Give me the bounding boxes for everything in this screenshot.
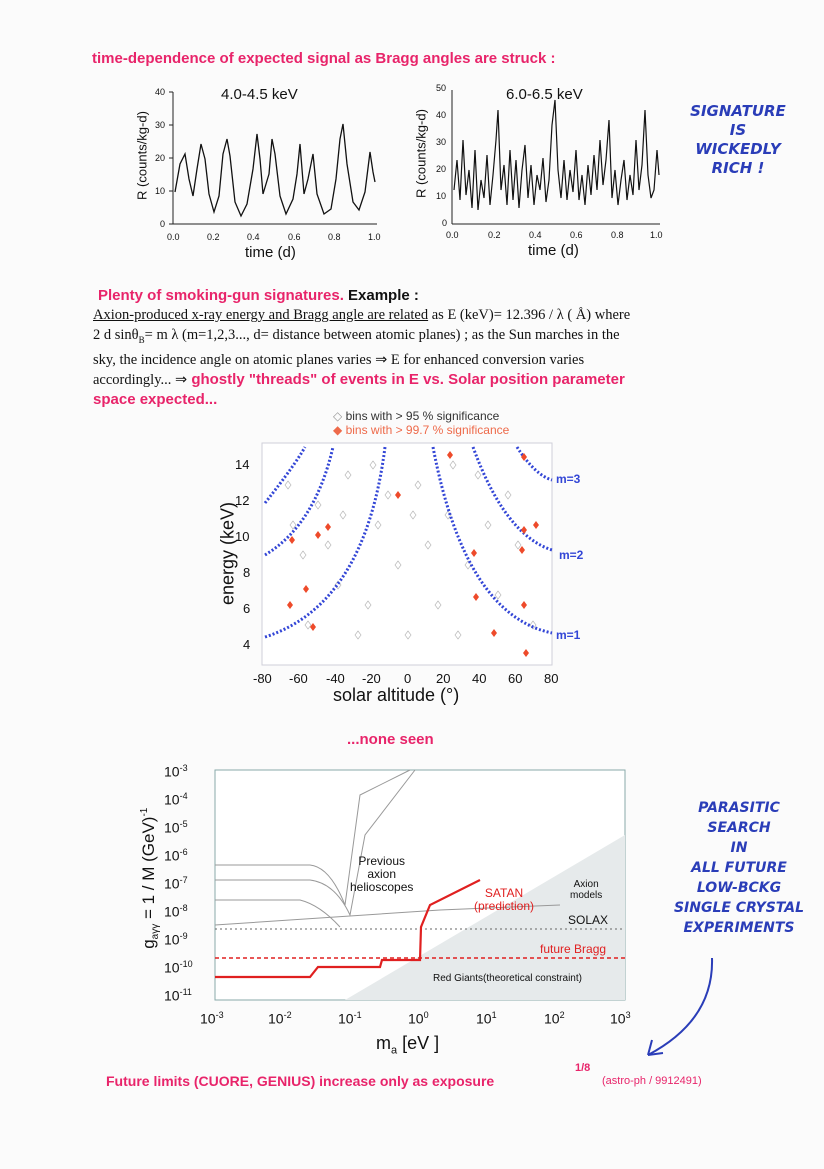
- x-tick-base: 10: [544, 1010, 560, 1027]
- headline: time-dependence of expected signal as Bragg angles are struck :: [92, 50, 556, 67]
- x-tick-base: 10: [268, 1010, 284, 1027]
- arrow-shaft: [648, 958, 712, 1055]
- y-tick: [164, 875, 188, 892]
- x-tick: 0.0: [167, 232, 180, 242]
- legend-grey-text: bins with > 95 % significance: [345, 409, 500, 423]
- y-tick: [164, 959, 193, 976]
- x-tick: 0.8: [328, 232, 341, 242]
- x-tick-base: 10: [476, 1010, 492, 1027]
- y-tick-exp: -9: [179, 931, 188, 941]
- x-tick: -20: [362, 671, 381, 686]
- y-tick: [164, 819, 188, 836]
- body-paragraph: [93, 305, 733, 410]
- time-plot-left-ylabel: R (counts/kg-d): [134, 111, 150, 200]
- y-tick-exp: -7: [179, 875, 188, 885]
- ylabel-rest: = 1 / M (GeV): [138, 816, 158, 924]
- note-line: WICKEDLY: [695, 140, 781, 158]
- y-tick-exp: -3: [179, 763, 188, 773]
- y-tick-base: 10: [164, 875, 180, 892]
- scatter-ylabel: energy (keV): [217, 501, 238, 606]
- x-tick: [476, 1010, 497, 1027]
- y-tick: 10: [436, 191, 447, 201]
- x-tick-base: 10: [338, 1010, 354, 1027]
- footer-sup: 1/8: [575, 1062, 591, 1074]
- y-tick-exp: -11: [179, 987, 192, 997]
- y-tick: 10: [155, 186, 166, 196]
- x-tick-base: 10: [408, 1010, 424, 1027]
- handwritten-note-top: [678, 102, 798, 178]
- ylabel-sub: aγγ: [150, 923, 162, 940]
- x-tick-base: 10: [200, 1010, 216, 1027]
- note-line: SIGNATURE: [690, 102, 786, 120]
- label-line: Axion: [573, 879, 599, 890]
- note-line: ALL FUTURE: [691, 860, 787, 876]
- para-line-2: [93, 325, 733, 350]
- label-line: helioscopes: [350, 880, 414, 894]
- y-tick-base: 10: [164, 847, 180, 864]
- y-tick: [164, 987, 192, 1004]
- y-tick: 40: [155, 87, 166, 97]
- y-tick-base: 10: [164, 931, 180, 948]
- para-l2: 2 d sinθ: [93, 327, 139, 343]
- y-tick: 50: [436, 83, 447, 93]
- x-tick-exp: 2: [559, 1010, 565, 1020]
- scatter-plot: [205, 405, 605, 735]
- para-l4-red: ghostly "threads" of events in E vs. Solar position parameter: [187, 370, 625, 388]
- note-line: IS: [729, 121, 747, 139]
- label-line: SATAN: [484, 886, 524, 900]
- x-tick: 20: [436, 671, 451, 686]
- x-tick: 0.0: [446, 230, 459, 240]
- label-line: Previous: [358, 854, 406, 868]
- x-tick: 0.4: [247, 232, 260, 242]
- x-tick: 0.2: [488, 230, 501, 240]
- time-plot-left-xlabel: time (d): [245, 244, 296, 261]
- time-plot-right-ylabel: R (counts/kg-d): [413, 109, 429, 198]
- para-line-1: [93, 305, 733, 325]
- x-tick: -80: [253, 671, 272, 686]
- label-satan: [474, 887, 534, 913]
- y-tick-base: 10: [164, 791, 180, 808]
- y-tick: 6: [243, 601, 251, 616]
- y-tick: [164, 763, 188, 780]
- y-tick: 30: [155, 120, 166, 130]
- section-heading-example: Example :: [348, 287, 419, 304]
- x-tick: 1.0: [368, 232, 381, 242]
- x-tick: 0.2: [207, 232, 220, 242]
- exclusion-xlabel: [376, 1033, 439, 1057]
- legend-red: ◆ bins with > 99.7 % significance: [333, 423, 510, 437]
- y-tick-exp: -6: [179, 847, 188, 857]
- y-tick: 20: [155, 153, 166, 163]
- y-tick-base: 10: [164, 903, 180, 920]
- scatter-xlabel: solar altitude (°): [333, 685, 460, 705]
- x-tick: 80: [544, 671, 559, 686]
- x-tick: -60: [289, 671, 308, 686]
- para-l1-rest: as E (keV)= 12.396 / λ ( Å) where: [428, 307, 631, 323]
- y-tick-exp: -5: [179, 819, 188, 829]
- none-seen: ...none seen: [347, 731, 434, 748]
- y-tick: 8: [243, 565, 251, 580]
- x-tick-exp: 0: [423, 1010, 429, 1020]
- y-tick-exp: -8: [179, 903, 188, 913]
- note-line: EXPERIMENTS: [683, 920, 795, 936]
- xlabel-main: m: [376, 1033, 391, 1053]
- time-plot-right-xlabel: time (d): [528, 242, 579, 259]
- x-tick: [544, 1010, 565, 1027]
- para-l2-sub: B: [138, 334, 145, 345]
- para-line-3: sky, the incidence angle on atomic planes varies ⇒ E for enhanced conversion varies: [93, 351, 585, 368]
- exclusion-plot: [140, 755, 650, 1080]
- note-line: SEARCH: [707, 820, 771, 836]
- label-line: (prediction): [474, 899, 535, 913]
- y-tick: 12: [235, 493, 250, 508]
- x-tick: 0: [404, 671, 412, 686]
- para-line-5: space expected...: [93, 390, 218, 408]
- y-tick-base: 10: [164, 763, 180, 780]
- y-tick: [164, 931, 188, 948]
- note-line: IN: [730, 840, 748, 856]
- time-plot-left: [135, 84, 385, 264]
- ylabel-sup: -1: [139, 807, 151, 817]
- curve-label-m1: m=1: [556, 628, 581, 642]
- x-tick: 0.6: [288, 232, 301, 242]
- label-previous-helioscopes: [350, 855, 413, 894]
- y-tick: 40: [436, 110, 447, 120]
- x-tick-base: 10: [610, 1010, 626, 1027]
- curve-label-m2: m=2: [559, 548, 584, 562]
- legend-grey: ◇ bins with > 95 % significance: [333, 409, 500, 423]
- para-underlined: Axion-produced x-ray energy and Bragg angle are related: [93, 307, 429, 323]
- y-tick: 30: [436, 137, 447, 147]
- y-tick: 0: [442, 218, 448, 228]
- time-plot-right: [412, 80, 672, 264]
- x-tick-exp: -2: [283, 1010, 292, 1020]
- y-tick-exp: -4: [179, 791, 188, 801]
- y-tick: 10: [235, 529, 250, 544]
- time-plot-right-title: 6.0-6.5 keV: [506, 86, 583, 103]
- x-tick: 1.0: [650, 230, 663, 240]
- xlabel-rest: [eV ]: [397, 1033, 440, 1053]
- time-plot-left-title: 4.0-4.5 keV: [221, 86, 298, 103]
- y-tick: 0: [160, 219, 166, 229]
- legend-red-text: bins with > 99.7 % significance: [345, 423, 510, 437]
- y-tick-base: 10: [164, 987, 180, 1004]
- footer-text: Future limits (CUORE, GENIUS) increase only as exposure: [106, 1073, 495, 1089]
- x-tick: [200, 1010, 224, 1027]
- note-line: SINGLE CRYSTAL: [673, 900, 805, 916]
- handwritten-note-bottom: [655, 798, 823, 938]
- label-axion-models: [570, 879, 602, 901]
- y-tick-base: 10: [164, 959, 180, 976]
- xlabel-sub: a: [391, 1044, 398, 1057]
- label-line: axion: [367, 867, 397, 881]
- x-tick-exp: -3: [215, 1010, 224, 1020]
- y-tick: [164, 847, 188, 864]
- section-heading: [98, 287, 419, 304]
- x-tick: [408, 1010, 429, 1027]
- y-tick: 20: [436, 164, 447, 174]
- y-tick: [164, 903, 188, 920]
- label-solax: SOLAX: [568, 913, 609, 927]
- note-line: PARASITIC: [698, 800, 780, 816]
- note-line: RICH !: [711, 159, 765, 177]
- section-heading-red: Plenty of smoking-gun signatures.: [98, 287, 344, 304]
- y-tick-exp: -10: [179, 959, 193, 969]
- x-tick: [338, 1010, 362, 1027]
- para-l4: accordingly... ⇒: [93, 371, 188, 388]
- para-line-4: [93, 370, 733, 390]
- y-tick: 4: [243, 637, 251, 652]
- y-tick: 14: [235, 457, 250, 472]
- handwritten-arrow: [630, 950, 730, 1065]
- x-tick: [610, 1010, 631, 1027]
- exclusion-ylabel: [139, 778, 161, 978]
- x-tick-exp: 3: [625, 1010, 631, 1020]
- ylabel-main: g: [138, 939, 158, 949]
- x-tick: 0.8: [611, 230, 624, 240]
- x-tick: 40: [472, 671, 487, 686]
- label-future-bragg: future Bragg: [540, 942, 607, 956]
- x-tick: 0.6: [570, 230, 583, 240]
- note-line: LOW-BCKG: [696, 880, 782, 896]
- y-tick-base: 10: [164, 819, 180, 836]
- x-tick-exp: 1: [491, 1010, 497, 1020]
- label-line: models: [570, 890, 603, 901]
- x-tick: 0.4: [529, 230, 542, 240]
- label-red-giants: Red Giants(theoretical constraint): [433, 973, 582, 984]
- curve-label-m3: m=3: [556, 472, 581, 486]
- para-l2-rest: = m λ (m=1,2,3..., d= distance between atomic planes) ; as the Sun marches in the: [144, 327, 620, 343]
- x-tick: 60: [508, 671, 523, 686]
- y-tick: [164, 791, 188, 808]
- x-tick: -40: [326, 671, 345, 686]
- x-tick: [268, 1010, 292, 1027]
- x-tick-exp: -1: [353, 1010, 362, 1020]
- footer-ref: (astro-ph / 9912491): [602, 1075, 702, 1087]
